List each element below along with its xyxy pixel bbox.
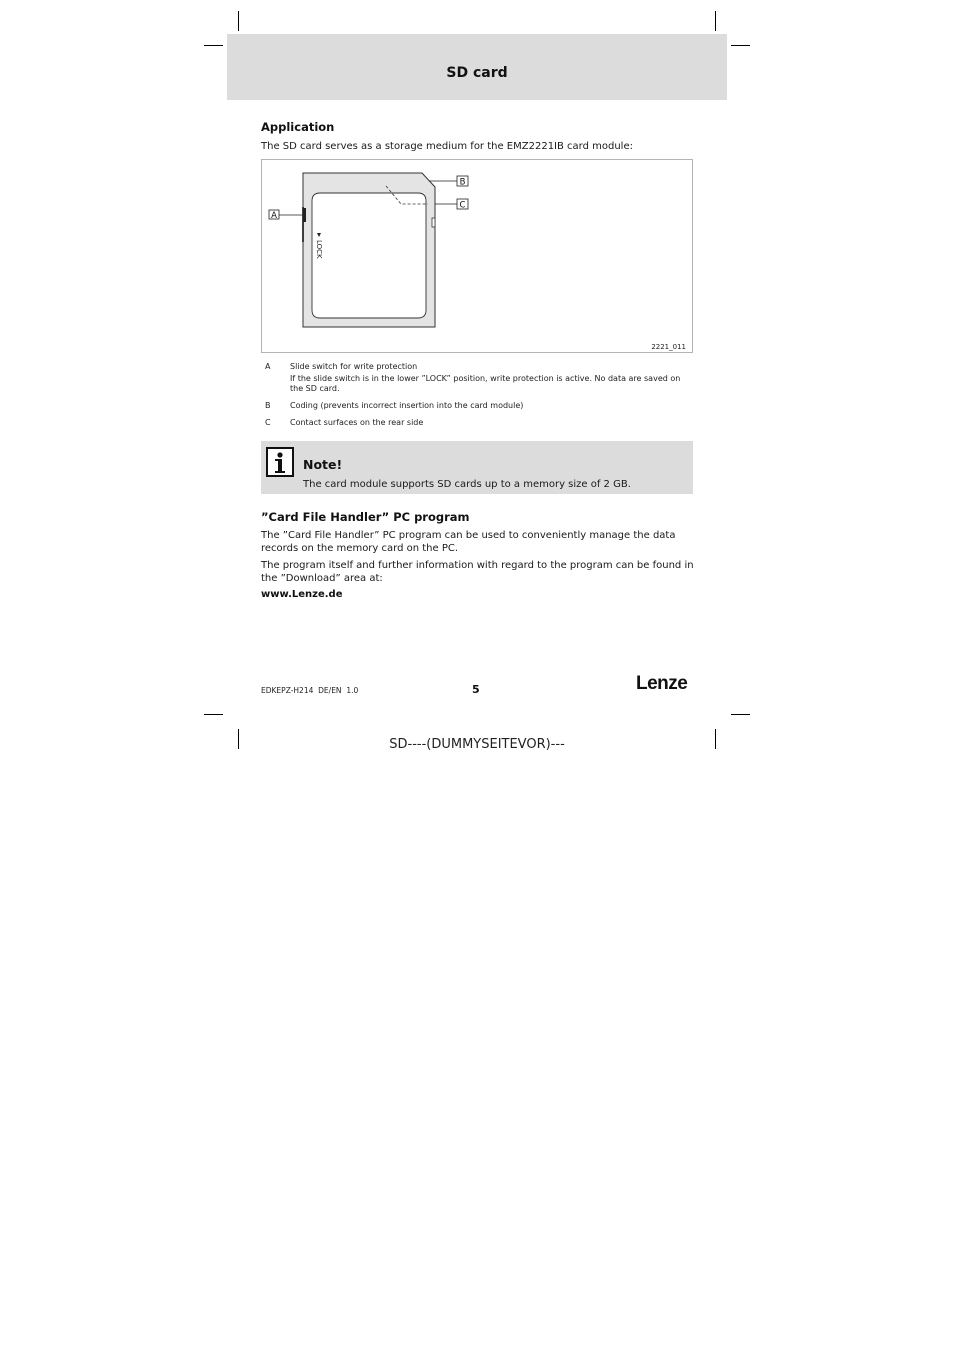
slide-switch bbox=[303, 208, 306, 222]
legend-key-c: C bbox=[265, 418, 271, 427]
callout-c-label: C bbox=[459, 200, 466, 211]
lenze-logo: Lenze bbox=[636, 673, 688, 694]
sd-card-figure bbox=[261, 159, 693, 353]
sd-card-diagram bbox=[262, 160, 694, 354]
dummy-page-marker: SD----(DUMMYSEITEVOR)--- bbox=[389, 737, 565, 752]
legend-key-b: B bbox=[265, 401, 271, 410]
lock-label: LOCK bbox=[315, 240, 323, 259]
crop-mark bbox=[731, 714, 750, 715]
footer-doc-id: EDKEPZ-H214 bbox=[261, 686, 314, 695]
note-box bbox=[261, 441, 693, 494]
crop-mark bbox=[731, 45, 750, 46]
callout-a-label: A bbox=[271, 211, 277, 221]
footer-lang: DE/EN bbox=[318, 686, 342, 695]
crop-mark bbox=[204, 45, 223, 46]
legend-title-c: Contact surfaces on the rear side bbox=[290, 418, 424, 427]
application-intro: The SD card serves as a storage medium for the EMZ2221IB card module: bbox=[261, 141, 633, 152]
legend-detail-a: If the slide switch is in the lower ”LOCK” position, write protection is active. No data are saved on the SD card. bbox=[290, 374, 681, 393]
note-text: The card module supports SD cards up to a memory size of 2 GB. bbox=[303, 479, 631, 490]
crop-mark bbox=[715, 11, 716, 31]
note-title: Note! bbox=[303, 457, 343, 472]
legend-key-a: A bbox=[265, 362, 271, 371]
page-title: SD card bbox=[446, 65, 508, 81]
legend-title-a: Slide switch for write protection bbox=[290, 362, 418, 371]
contact-notch bbox=[432, 218, 435, 227]
info-icon bbox=[266, 447, 294, 477]
sd-card-label-area bbox=[312, 193, 426, 318]
lenze-website-link[interactable]: www.Lenze.de bbox=[261, 589, 343, 600]
program-para-1: The ”Card File Handler” PC program can be used to conveniently manage the data records on the memory card on the PC. bbox=[261, 530, 676, 554]
footer-version: 1.0 bbox=[346, 686, 359, 695]
application-heading: Application bbox=[261, 120, 335, 134]
footer-doc-info bbox=[261, 686, 358, 695]
crop-mark bbox=[204, 714, 223, 715]
callout-b-label: B bbox=[459, 177, 466, 188]
header-band bbox=[227, 34, 727, 100]
page-number: 5 bbox=[472, 683, 480, 696]
crop-mark bbox=[238, 11, 239, 31]
legend-title-b: Coding (prevents incorrect insertion into the card module) bbox=[290, 401, 524, 410]
program-heading: ”Card File Handler” PC program bbox=[261, 510, 470, 524]
figure-id: 2221_011 bbox=[651, 343, 686, 351]
program-para-2: The program itself and further information with regard to the program can be found in the ”Download” area at: bbox=[261, 560, 694, 584]
